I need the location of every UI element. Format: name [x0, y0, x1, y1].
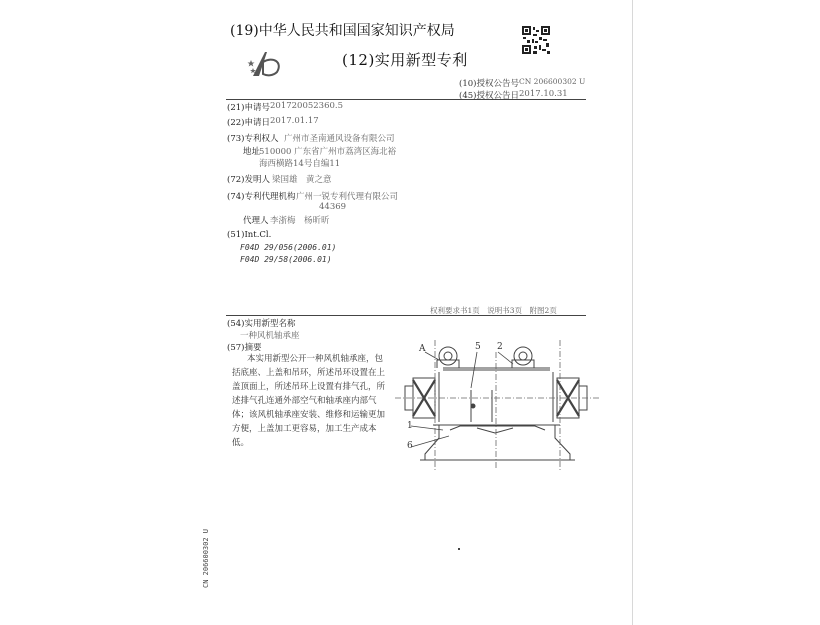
label-1: 1	[407, 421, 413, 431]
publication-number-label: (10)授权公告号	[459, 79, 519, 89]
utility-model-name: 一种风机轴承座	[240, 331, 300, 341]
qr-code	[521, 25, 551, 55]
label-2: 2	[497, 342, 503, 352]
agent-label: 代理人	[243, 216, 269, 226]
intcl-label: (51)Int.Cl.	[227, 230, 272, 240]
publication-number: CN 206600302 U	[519, 77, 586, 86]
side-publication-number: CN 206600302 U	[202, 528, 210, 588]
application-number-label: (21)申请号	[227, 103, 270, 113]
patentee-label: (73)专利权人	[227, 134, 279, 144]
intcl-2: F04D 29/58(2006.01)	[240, 255, 332, 264]
inventors: 梁国雄 黄之意	[272, 175, 332, 185]
agents: 李浙梅 杨昕昕	[270, 216, 330, 226]
intcl-1: F04D 29/056(2006.01)	[240, 243, 337, 252]
application-number: 201720052360.5	[270, 101, 344, 111]
label-6: 6	[407, 441, 413, 451]
cnipa-logo	[247, 50, 285, 78]
office-name: (19)中华人民共和国国家知识产权局	[230, 23, 455, 39]
application-date: 2017.01.17	[270, 116, 319, 126]
inventor-label: (72)发明人	[227, 175, 270, 185]
address-label: 地址	[243, 147, 261, 157]
speck	[458, 548, 460, 550]
agency-label: (74)专利代理机构	[227, 192, 296, 202]
abstract-text: 本实用新型公开一种风机轴承座，包括底座、上盖和吊环，所述吊环设置在上盖顶面上，所述吊环上设置有排气孔，所述排气孔连通外部空气和轴承座内部气体；该风机轴承座安装、维修和运输更加方便，上盖加工更容易，加工生产成本低。	[232, 354, 386, 448]
abstract-label: (57)摘要	[227, 343, 262, 353]
application-date-label: (22)申请日	[227, 118, 270, 128]
document-type: (12)实用新型专利	[342, 51, 468, 69]
publication-date-label: (45)授权公告日	[459, 91, 519, 101]
abstract-divider	[226, 315, 586, 316]
address-line-2: 海西横路14号自编11	[259, 159, 341, 169]
page-info: 权利要求书1页 说明书3页 附图2页	[430, 306, 557, 315]
agency: 广州一锐专利代理有限公司	[296, 192, 399, 202]
agency-code: 44369	[319, 202, 347, 212]
label-5: 5	[475, 342, 481, 352]
page-edge-line	[632, 0, 633, 625]
patentee: 广州市圣南通风设备有限公司	[284, 134, 395, 144]
header-divider	[226, 99, 586, 100]
utility-model-name-label: (54)实用新型名称	[227, 319, 296, 329]
publication-date: 2017.10.31	[519, 89, 568, 99]
address-line-1: 510000 广东省广州市荔湾区海北裕	[259, 147, 397, 157]
label-a: A	[419, 344, 426, 354]
